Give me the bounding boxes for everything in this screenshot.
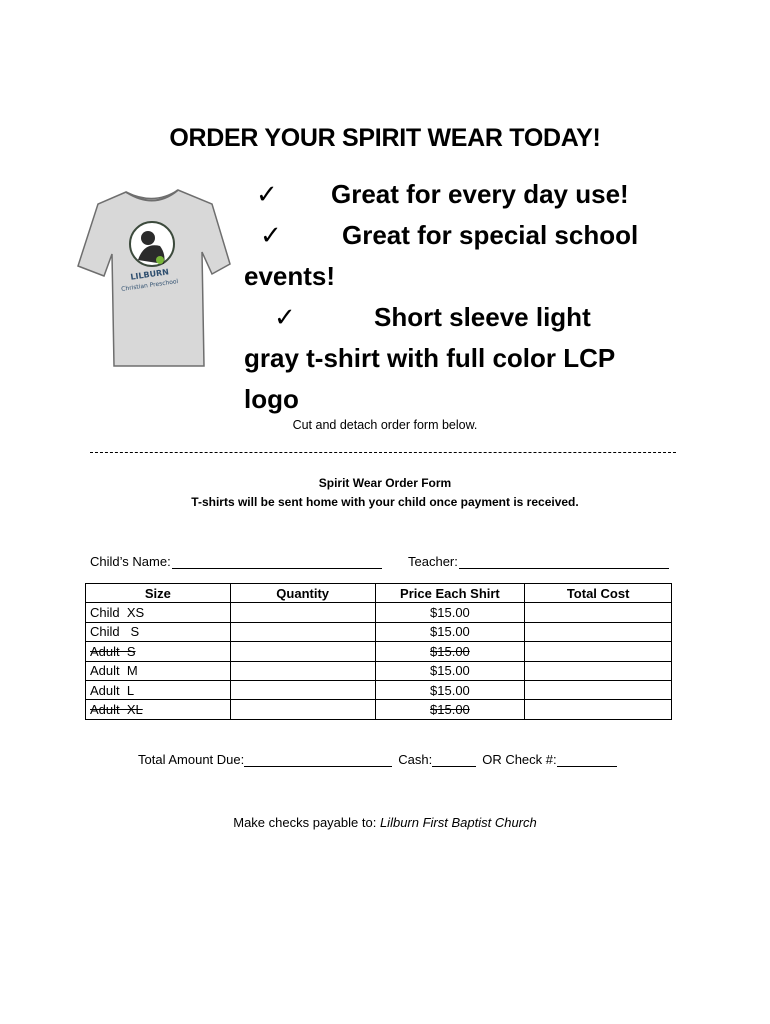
total-cell[interactable]	[525, 661, 672, 680]
column-header-quantity: Quantity	[230, 584, 375, 603]
order-table	[85, 583, 672, 720]
check-number-blank[interactable]	[557, 752, 617, 767]
total-cell[interactable]	[525, 642, 672, 661]
quantity-cell[interactable]	[230, 622, 375, 641]
feature-list	[244, 174, 644, 420]
totals-line	[138, 752, 617, 767]
total-cell[interactable]	[525, 680, 672, 699]
price-cell: $15.00	[375, 680, 525, 699]
payable-note	[0, 815, 770, 830]
size-cell: Child S	[86, 622, 231, 641]
quantity-cell[interactable]	[230, 661, 375, 680]
feature-item: ✓ Short sleeve light gray t-shirt with full color LCP logo	[244, 297, 644, 420]
quantity-cell[interactable]	[230, 603, 375, 622]
check-icon: ✓	[274, 302, 296, 332]
check-number-label: OR Check #:	[482, 752, 557, 767]
size-cell-struck: Adult S	[86, 642, 231, 661]
quantity-cell[interactable]	[230, 700, 375, 719]
cash-blank[interactable]	[432, 752, 476, 767]
table-row	[86, 680, 672, 699]
tshirt-image	[74, 180, 232, 372]
size-cell: Child XS	[86, 603, 231, 622]
feature-item: ✓ Great for every day use!	[244, 174, 644, 215]
check-icon: ✓	[256, 179, 278, 209]
shirt-logo-text: LILBURN	[129, 267, 170, 282]
column-header-total: Total Cost	[525, 584, 672, 603]
column-header-size: Size	[86, 584, 231, 603]
payee-name: Lilburn First Baptist Church	[379, 815, 537, 830]
size-cell: Adult M	[86, 661, 231, 680]
total-cell[interactable]	[525, 700, 672, 719]
size-cell: Adult L	[86, 680, 231, 699]
feature-item: ✓ Great for special school events!	[244, 215, 644, 297]
price-cell: $15.00	[375, 622, 525, 641]
cut-instruction: Cut and detach order form below.	[292, 418, 478, 432]
total-amount-label: Total Amount Due:	[138, 752, 245, 767]
total-amount-blank[interactable]	[244, 752, 392, 767]
table-header-row	[86, 584, 672, 603]
table-row	[86, 661, 672, 680]
teacher-blank[interactable]	[459, 554, 669, 569]
price-cell: $15.00	[375, 603, 525, 622]
child-name-label: Child’s Name:	[90, 554, 171, 569]
table-row	[86, 700, 672, 719]
table-row	[86, 622, 672, 641]
price-cell-struck: $15.00	[375, 642, 525, 661]
price-cell-struck: $15.00	[375, 700, 525, 719]
column-header-price: Price Each Shirt	[375, 584, 525, 603]
shirt-logo-subtext: Christian Preschool	[120, 278, 179, 293]
size-cell-struck: Adult XL	[86, 700, 231, 719]
price-cell: $15.00	[375, 661, 525, 680]
teacher-label: Teacher:	[408, 554, 458, 569]
total-cell[interactable]	[525, 622, 672, 641]
page-title: ORDER YOUR SPIRIT WEAR TODAY!	[169, 124, 601, 152]
child-name-field[interactable]	[90, 554, 382, 569]
teacher-field[interactable]	[408, 554, 669, 569]
child-name-blank[interactable]	[172, 554, 382, 569]
cut-line-divider	[90, 452, 676, 453]
form-subtitle: T-shirts will be sent home with your child once payment is received.	[191, 495, 579, 509]
quantity-cell[interactable]	[230, 680, 375, 699]
total-cell[interactable]	[525, 603, 672, 622]
table-row	[86, 642, 672, 661]
payable-prefix: Make checks payable to:	[233, 815, 380, 830]
check-icon: ✓	[260, 220, 282, 250]
cash-label: Cash:	[398, 752, 433, 767]
table-row	[86, 603, 672, 622]
quantity-cell[interactable]	[230, 642, 375, 661]
form-title: Spirit Wear Order Form	[318, 476, 452, 490]
